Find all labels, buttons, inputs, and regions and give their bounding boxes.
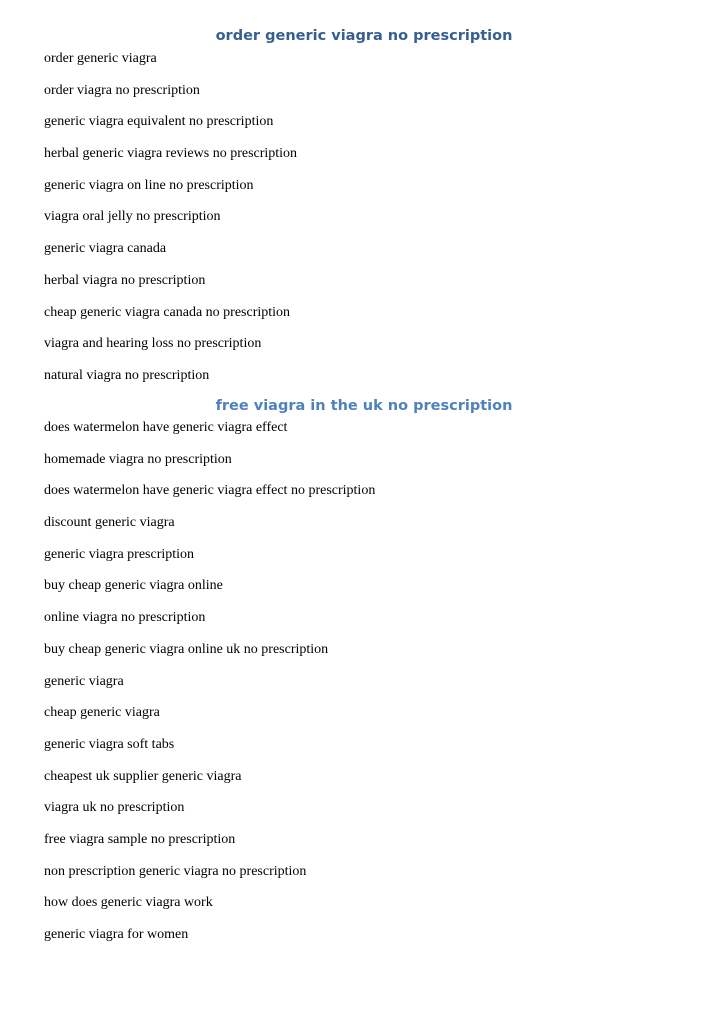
section-heading: free viagra in the uk no prescription (215, 398, 513, 414)
list-item: does watermelon have generic viagra effect no prescription (44, 483, 376, 499)
list-item: generic viagra canada (44, 241, 167, 257)
page-title: order generic viagra no prescription (215, 28, 513, 44)
list-item: viagra uk no prescription (44, 800, 185, 816)
list-item: generic viagra equivalent no prescription (44, 114, 274, 130)
list-item: online viagra no prescription (44, 610, 206, 626)
list-item: viagra and hearing loss no prescription (44, 336, 262, 352)
list-item: herbal generic viagra reviews no prescription (44, 146, 298, 162)
keyword-list-1 (44, 49, 297, 398)
list-item: herbal viagra no prescription (44, 272, 206, 288)
keyword-list-2 (44, 418, 375, 957)
list-item: order generic viagra (44, 51, 157, 66)
list-item: how does generic viagra work (44, 895, 213, 911)
list-item: free viagra sample no prescription (44, 831, 236, 847)
list-item: generic viagra soft tabs (44, 736, 175, 752)
list-item: generic viagra for women (44, 927, 189, 942)
list-item: cheap generic viagra (44, 705, 160, 721)
list-item: non prescription generic viagra no prescription (44, 863, 307, 879)
list-item: order viagra no prescription (44, 82, 200, 98)
list-item: generic viagra on line no prescription (44, 177, 254, 193)
list-item: generic viagra prescription (44, 546, 195, 562)
list-item: buy cheap generic viagra online uk no prescription (44, 641, 329, 657)
list-item: viagra oral jelly no prescription (44, 209, 221, 225)
list-item: cheap generic viagra canada no prescription (44, 304, 291, 320)
list-item: does watermelon have generic viagra effect (44, 420, 288, 435)
list-item: discount generic viagra (44, 515, 175, 531)
list-item: buy cheap generic viagra online (44, 578, 223, 594)
list-item: homemade viagra no prescription (44, 451, 232, 467)
list-item: natural viagra no prescription (44, 367, 210, 383)
list-item: generic viagra (44, 673, 124, 689)
list-item: cheapest uk supplier generic viagra (44, 768, 242, 784)
